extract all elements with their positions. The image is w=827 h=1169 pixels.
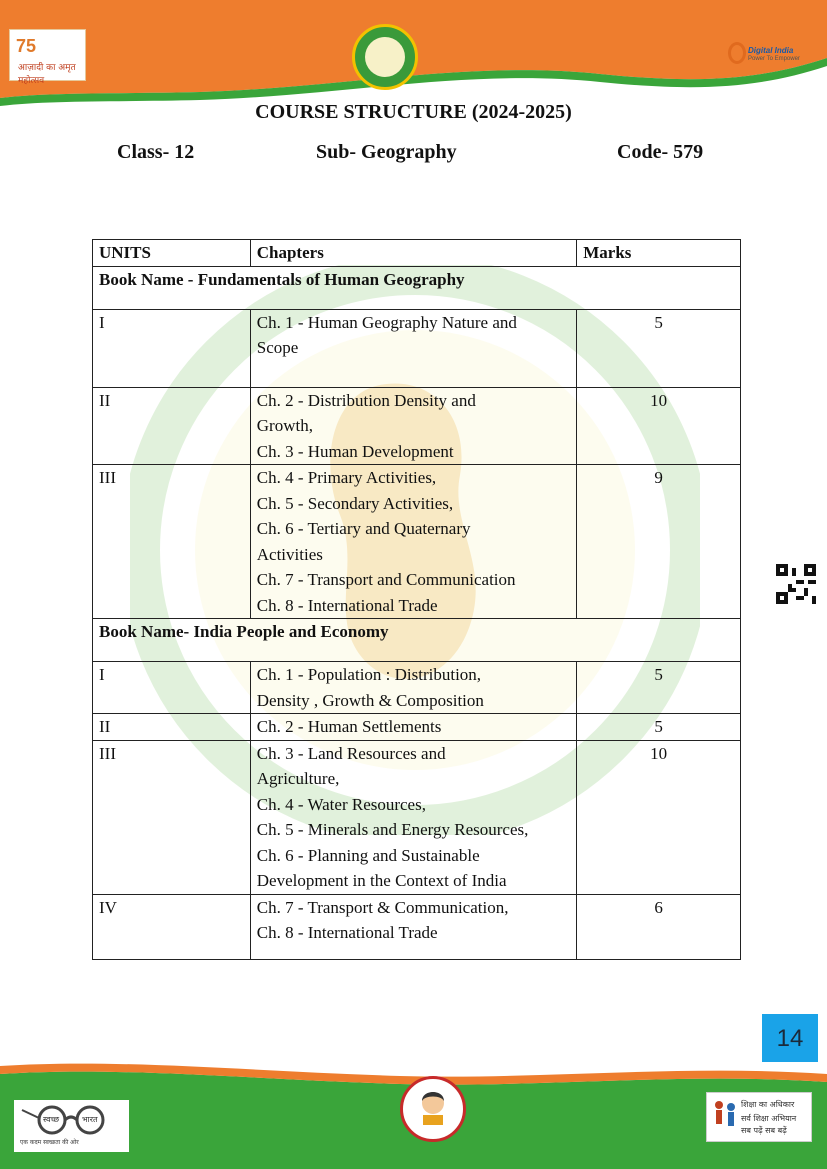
chapter-line: Ch. 1 - Population : Distribution,: [256, 665, 482, 684]
code-label: Code- 579: [617, 141, 704, 163]
swachh-bharat-logo: स्वच्छ भारत एक कदम स्वच्छता की ओर: [14, 1100, 129, 1152]
unit-cell: I: [93, 662, 251, 714]
marks-cell: 5: [577, 662, 741, 714]
chapter-line: Development in the Context of India: [256, 871, 507, 890]
table-header-row: [93, 240, 741, 267]
chapter-line: Ch. 4 - Primary Activities,: [256, 468, 437, 487]
chapter-line: Ch. 5 - Secondary Activities,: [256, 493, 454, 513]
chapter-line: Growth,: [256, 416, 313, 435]
azadi-ka-amrit-mahotsav-logo: 75 आज़ादी का अमृत महोत्सव: [9, 29, 86, 81]
table-row: [93, 714, 741, 741]
chapter-line: Ch. 6 - Planning and Sustainable: [256, 845, 480, 865]
marks-cell: 10: [577, 387, 741, 465]
marks-cell: 5: [577, 714, 741, 741]
book-name: Book Name - Fundamentals of Human Geography: [93, 266, 741, 309]
table-row: [93, 662, 741, 714]
page-number: 14: [762, 1014, 818, 1062]
chapter-line: Ch. 8 - International Trade: [256, 923, 438, 942]
column-header-marks: Marks: [577, 240, 741, 267]
chapters-cell: [250, 465, 576, 619]
marks-cell: 10: [577, 740, 741, 894]
girl-reading-icon: [403, 1079, 463, 1139]
chapter-line: Scope: [256, 338, 299, 357]
unit-cell: III: [93, 465, 251, 619]
children-icon: [709, 1097, 741, 1137]
board-seal-logo: [352, 24, 418, 90]
marks-cell: 5: [577, 309, 741, 387]
chapters-cell: [250, 894, 576, 959]
class-label: Class- 12: [117, 141, 195, 163]
chapter-line: Ch. 2 - Human Settlements: [256, 717, 442, 736]
page-title: COURSE STRUCTURE (2024-2025): [255, 101, 572, 123]
unit-cell: IV: [93, 894, 251, 959]
book-row: [93, 619, 741, 662]
chapter-line: Ch. 2 - Distribution Density and: [256, 390, 476, 410]
chapter-line: Agriculture,: [256, 769, 340, 788]
chapter-line: Ch. 3 - Land Resources and: [256, 743, 446, 763]
course-structure-table: [92, 239, 741, 960]
book-name: Book Name- India People and Economy: [93, 619, 741, 662]
table-row: [93, 740, 741, 894]
column-header-chapters: Chapters: [250, 240, 576, 267]
unit-cell: II: [93, 714, 251, 741]
chapters-cell: [250, 662, 576, 714]
chapter-line: Activities: [256, 544, 323, 564]
chapter-line: Ch. 7 - Transport and Communication: [256, 570, 516, 589]
table-row: [93, 465, 741, 619]
right-to-education-logo: शिक्षा का अधिकार सर्व शिक्षा अभियान सब पढ़ें सब बढ़ें: [706, 1092, 812, 1142]
chapter-line: Ch. 8 - International Trade: [256, 595, 438, 615]
beti-bachao-logo: [400, 1076, 466, 1142]
unit-cell: I: [93, 309, 251, 387]
book-row: [93, 266, 741, 309]
marks-cell: 9: [577, 465, 741, 619]
chapter-line: Ch. 1 - Human Geography Nature and: [256, 312, 517, 332]
digital-india-logo: Digital India Power To Empower: [728, 40, 798, 70]
chapter-line: Ch. 5 - Minerals and Energy Resources,: [256, 820, 529, 839]
chapter-line: Ch. 7 - Transport & Communication,: [256, 897, 509, 917]
chapter-line: Ch. 6 - Tertiary and Quaternary: [256, 519, 471, 538]
chapter-line: Density , Growth & Composition: [256, 690, 484, 710]
chapters-cell: [250, 740, 576, 894]
unit-cell: II: [93, 387, 251, 465]
table-row: [93, 894, 741, 959]
chapters-cell: [250, 309, 576, 387]
chapters-cell: [250, 714, 576, 741]
qr-code-icon[interactable]: [776, 564, 816, 604]
table-row: [93, 387, 741, 465]
chapters-cell: [250, 387, 576, 465]
marks-cell: 6: [577, 894, 741, 959]
glasses-icon: [14, 1100, 129, 1136]
column-header-units: UNITS: [93, 240, 251, 267]
subject-label: Sub- Geography: [316, 141, 457, 163]
table-row: [93, 309, 741, 387]
chapter-line: Ch. 3 - Human Development: [256, 441, 454, 461]
chapter-line: Ch. 4 - Water Resources,: [256, 794, 426, 814]
unit-cell: III: [93, 740, 251, 894]
